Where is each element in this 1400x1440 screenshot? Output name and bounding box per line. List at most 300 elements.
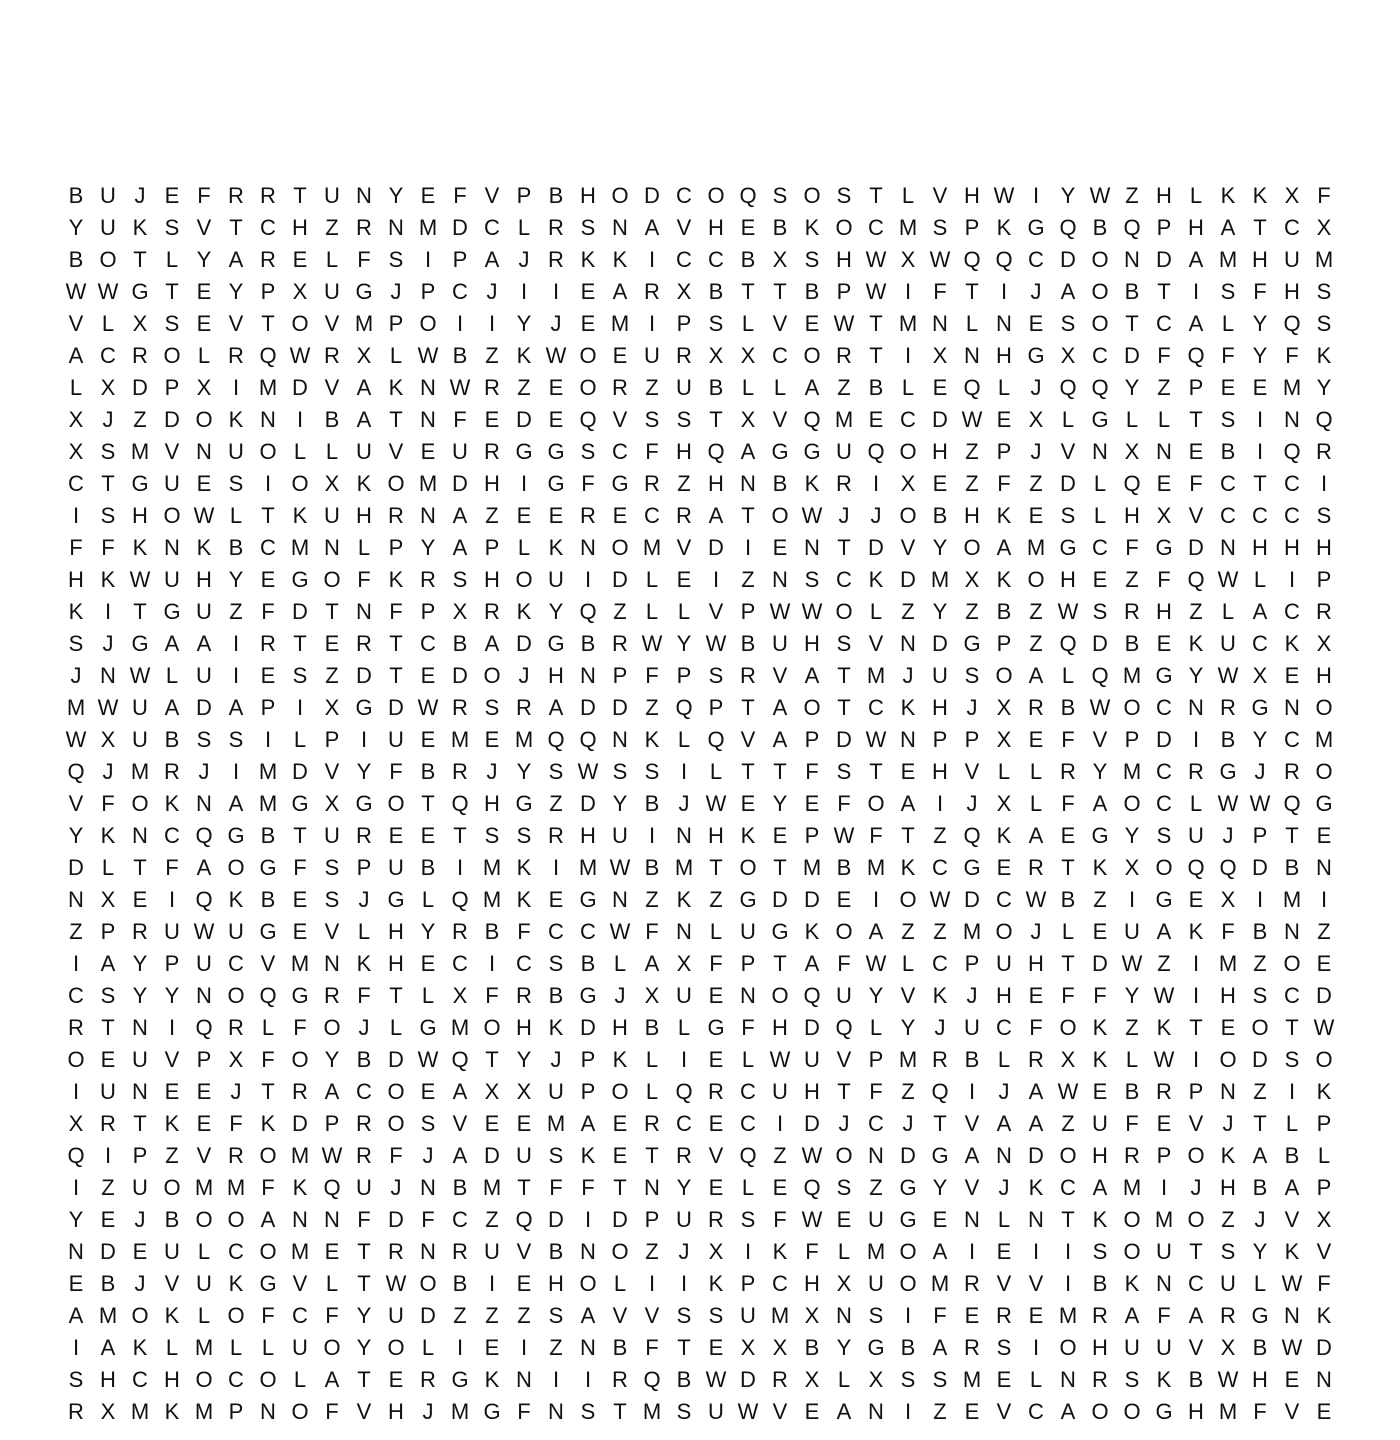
letter-cell[interactable]: E: [324, 631, 340, 656]
letter-cell[interactable]: Q: [963, 823, 981, 848]
letter-cell[interactable]: P: [100, 919, 116, 944]
letter-cell[interactable]: V: [676, 215, 692, 240]
letter-cell[interactable]: A: [324, 1367, 340, 1392]
letter-cell[interactable]: B: [644, 791, 660, 816]
letter-cell[interactable]: I: [648, 311, 656, 336]
letter-cell[interactable]: F: [165, 855, 179, 880]
letter-cell[interactable]: W: [1217, 1367, 1239, 1392]
letter-cell[interactable]: J: [134, 1271, 146, 1296]
letter-cell[interactable]: N: [68, 887, 84, 912]
letter-cell[interactable]: M: [610, 311, 630, 336]
letter-cell[interactable]: O: [899, 439, 917, 464]
letter-cell[interactable]: U: [324, 823, 340, 848]
letter-cell[interactable]: U: [1220, 1271, 1236, 1296]
letter-cell[interactable]: F: [325, 1399, 339, 1424]
letter-cell[interactable]: Z: [485, 1207, 499, 1232]
letter-cell[interactable]: M: [194, 1335, 214, 1360]
letter-cell[interactable]: F: [517, 919, 531, 944]
letter-cell[interactable]: O: [227, 983, 245, 1008]
letter-cell[interactable]: C: [1220, 471, 1236, 496]
letter-cell[interactable]: S: [1060, 311, 1076, 336]
letter-cell[interactable]: M: [194, 1175, 214, 1200]
letter-cell[interactable]: Z: [677, 471, 691, 496]
letter-cell[interactable]: X: [996, 727, 1012, 752]
letter-cell[interactable]: J: [998, 1079, 1010, 1104]
letter-cell[interactable]: T: [133, 247, 147, 272]
letter-cell[interactable]: N: [612, 887, 628, 912]
letter-cell[interactable]: F: [709, 951, 723, 976]
letter-cell[interactable]: A: [484, 631, 500, 656]
letter-cell[interactable]: C: [548, 919, 564, 944]
letter-cell[interactable]: R: [644, 279, 660, 304]
letter-cell[interactable]: O: [1091, 279, 1109, 304]
letter-cell[interactable]: A: [164, 631, 180, 656]
letter-cell[interactable]: U: [324, 503, 340, 528]
letter-cell[interactable]: U: [164, 1239, 180, 1264]
letter-cell[interactable]: R: [388, 1239, 404, 1264]
letter-cell[interactable]: E: [1316, 1399, 1332, 1424]
letter-cell[interactable]: I: [1032, 1239, 1040, 1264]
letter-cell[interactable]: I: [744, 535, 752, 560]
letter-cell[interactable]: M: [450, 1015, 470, 1040]
letter-cell[interactable]: I: [1288, 1079, 1296, 1104]
letter-cell[interactable]: Q: [643, 1367, 661, 1392]
letter-cell[interactable]: B: [1284, 1143, 1300, 1168]
letter-cell[interactable]: N: [196, 791, 212, 816]
letter-cell[interactable]: Y: [1060, 183, 1076, 208]
letter-cell[interactable]: B: [356, 1047, 372, 1072]
letter-cell[interactable]: I: [1320, 887, 1328, 912]
letter-cell[interactable]: I: [1192, 951, 1200, 976]
letter-cell[interactable]: O: [1155, 855, 1173, 880]
letter-cell[interactable]: M: [866, 1239, 886, 1264]
letter-cell[interactable]: T: [517, 1175, 531, 1200]
letter-cell[interactable]: M: [642, 535, 662, 560]
letter-cell[interactable]: E: [612, 1143, 628, 1168]
letter-cell[interactable]: A: [196, 631, 212, 656]
letter-cell[interactable]: M: [1314, 247, 1334, 272]
letter-cell[interactable]: N: [324, 535, 340, 560]
letter-cell[interactable]: H: [804, 631, 820, 656]
letter-cell[interactable]: A: [580, 1303, 596, 1328]
letter-cell[interactable]: A: [228, 791, 244, 816]
letter-cell[interactable]: E: [484, 1335, 500, 1360]
letter-cell[interactable]: I: [72, 503, 80, 528]
letter-cell[interactable]: R: [772, 1367, 788, 1392]
letter-cell[interactable]: W: [129, 663, 151, 688]
letter-cell[interactable]: T: [1157, 279, 1171, 304]
letter-cell[interactable]: N: [1060, 1367, 1076, 1392]
letter-cell[interactable]: L: [901, 183, 915, 208]
letter-cell[interactable]: N: [420, 407, 436, 432]
letter-cell[interactable]: Q: [803, 983, 821, 1008]
letter-cell[interactable]: A: [1156, 919, 1172, 944]
letter-cell[interactable]: B: [772, 471, 788, 496]
letter-cell[interactable]: T: [133, 599, 147, 624]
letter-cell[interactable]: O: [707, 183, 725, 208]
letter-cell[interactable]: P: [676, 311, 692, 336]
letter-cell[interactable]: O: [387, 1335, 405, 1360]
letter-cell[interactable]: S: [1220, 407, 1236, 432]
letter-cell[interactable]: L: [1189, 791, 1203, 816]
letter-cell[interactable]: E: [484, 727, 500, 752]
letter-cell[interactable]: B: [836, 855, 852, 880]
letter-cell[interactable]: S: [804, 567, 820, 592]
letter-cell[interactable]: L: [1253, 1271, 1267, 1296]
letter-cell[interactable]: B: [548, 183, 564, 208]
letter-cell[interactable]: R: [932, 1047, 948, 1072]
letter-cell[interactable]: O: [195, 407, 213, 432]
letter-cell[interactable]: U: [772, 1079, 788, 1104]
letter-cell[interactable]: I: [552, 1367, 560, 1392]
letter-cell[interactable]: U: [932, 663, 948, 688]
letter-cell[interactable]: O: [227, 1207, 245, 1232]
letter-cell[interactable]: O: [899, 503, 917, 528]
letter-cell[interactable]: B: [68, 247, 84, 272]
letter-cell[interactable]: A: [804, 663, 820, 688]
letter-cell[interactable]: O: [483, 1015, 501, 1040]
letter-cell[interactable]: Z: [1189, 599, 1203, 624]
letter-cell[interactable]: T: [901, 823, 915, 848]
letter-cell[interactable]: D: [612, 567, 628, 592]
letter-cell[interactable]: N: [132, 823, 148, 848]
letter-cell[interactable]: D: [132, 375, 148, 400]
letter-cell[interactable]: I: [360, 727, 368, 752]
letter-cell[interactable]: M: [962, 919, 982, 944]
letter-cell[interactable]: W: [865, 951, 887, 976]
letter-cell[interactable]: Y: [836, 1335, 852, 1360]
letter-cell[interactable]: J: [70, 663, 82, 688]
letter-cell[interactable]: U: [868, 1271, 884, 1296]
letter-cell[interactable]: G: [355, 695, 373, 720]
letter-cell[interactable]: V: [1284, 1207, 1300, 1232]
letter-cell[interactable]: I: [1320, 471, 1328, 496]
letter-cell[interactable]: O: [163, 1175, 181, 1200]
letter-cell[interactable]: Y: [68, 215, 84, 240]
letter-cell[interactable]: F: [421, 1207, 435, 1232]
letter-cell[interactable]: W: [801, 1207, 823, 1232]
letter-cell[interactable]: T: [1253, 471, 1267, 496]
letter-cell[interactable]: F: [645, 663, 659, 688]
letter-cell[interactable]: A: [452, 1143, 468, 1168]
letter-cell[interactable]: U: [100, 183, 116, 208]
letter-cell[interactable]: T: [773, 759, 787, 784]
letter-cell[interactable]: E: [1028, 983, 1044, 1008]
letter-cell[interactable]: N: [356, 599, 372, 624]
letter-cell[interactable]: P: [356, 855, 372, 880]
letter-cell[interactable]: R: [260, 247, 276, 272]
letter-cell[interactable]: O: [963, 535, 981, 560]
letter-cell[interactable]: T: [389, 631, 403, 656]
letter-cell[interactable]: J: [902, 1111, 914, 1136]
letter-cell[interactable]: T: [965, 279, 979, 304]
letter-cell[interactable]: T: [261, 311, 275, 336]
letter-cell[interactable]: N: [292, 1207, 308, 1232]
letter-cell[interactable]: L: [357, 535, 371, 560]
letter-cell[interactable]: N: [1028, 1207, 1044, 1232]
letter-cell[interactable]: E: [708, 1175, 724, 1200]
letter-cell[interactable]: A: [452, 1079, 468, 1104]
letter-cell[interactable]: Z: [165, 1143, 179, 1168]
letter-cell[interactable]: O: [195, 1367, 213, 1392]
letter-cell[interactable]: H: [548, 663, 564, 688]
letter-cell[interactable]: O: [611, 183, 629, 208]
letter-cell[interactable]: W: [1217, 663, 1239, 688]
letter-cell[interactable]: I: [488, 311, 496, 336]
letter-cell[interactable]: J: [422, 1399, 434, 1424]
letter-cell[interactable]: D: [644, 183, 660, 208]
letter-cell[interactable]: W: [609, 855, 631, 880]
letter-cell[interactable]: U: [388, 855, 404, 880]
letter-cell[interactable]: Y: [356, 1335, 372, 1360]
letter-cell[interactable]: R: [708, 1079, 724, 1104]
letter-cell[interactable]: O: [1187, 1207, 1205, 1232]
letter-cell[interactable]: K: [740, 823, 756, 848]
letter-cell[interactable]: Y: [132, 983, 148, 1008]
letter-cell[interactable]: O: [1123, 1239, 1141, 1264]
letter-cell[interactable]: D: [612, 695, 628, 720]
letter-cell[interactable]: N: [996, 1143, 1012, 1168]
letter-cell[interactable]: M: [1122, 759, 1142, 784]
letter-cell[interactable]: E: [964, 1399, 980, 1424]
letter-cell[interactable]: Y: [1188, 663, 1204, 688]
letter-cell[interactable]: V: [708, 599, 724, 624]
letter-cell[interactable]: N: [68, 1239, 84, 1264]
letter-cell[interactable]: Z: [1157, 375, 1171, 400]
letter-cell[interactable]: S: [612, 759, 628, 784]
letter-cell[interactable]: Z: [965, 471, 979, 496]
letter-cell[interactable]: E: [164, 183, 180, 208]
letter-cell[interactable]: X: [1124, 855, 1140, 880]
letter-cell[interactable]: M: [962, 1367, 982, 1392]
letter-cell[interactable]: E: [772, 535, 788, 560]
letter-cell[interactable]: V: [772, 663, 788, 688]
letter-cell[interactable]: W: [321, 1143, 343, 1168]
letter-cell[interactable]: G: [259, 855, 277, 880]
letter-cell[interactable]: P: [740, 599, 756, 624]
letter-cell[interactable]: E: [996, 855, 1012, 880]
letter-cell[interactable]: G: [131, 471, 149, 496]
letter-cell[interactable]: E: [1220, 1015, 1236, 1040]
letter-cell[interactable]: D: [292, 759, 308, 784]
letter-cell[interactable]: D: [580, 1015, 596, 1040]
letter-cell[interactable]: L: [165, 247, 179, 272]
letter-cell[interactable]: V: [196, 215, 212, 240]
letter-cell[interactable]: P: [964, 215, 980, 240]
letter-cell[interactable]: P: [996, 631, 1012, 656]
letter-cell[interactable]: R: [228, 1143, 244, 1168]
letter-cell[interactable]: I: [456, 855, 464, 880]
letter-cell[interactable]: H: [932, 759, 948, 784]
letter-cell[interactable]: O: [835, 599, 853, 624]
letter-cell[interactable]: E: [1156, 1111, 1172, 1136]
letter-cell[interactable]: P: [868, 1047, 884, 1072]
letter-cell[interactable]: Z: [1253, 1079, 1267, 1104]
letter-cell[interactable]: C: [1092, 535, 1108, 560]
letter-cell[interactable]: W: [801, 599, 823, 624]
letter-cell[interactable]: E: [132, 887, 148, 912]
letter-cell[interactable]: O: [323, 1015, 341, 1040]
letter-cell[interactable]: B: [612, 1335, 628, 1360]
letter-cell[interactable]: B: [1124, 279, 1140, 304]
letter-cell[interactable]: H: [388, 919, 404, 944]
letter-cell[interactable]: K: [804, 919, 820, 944]
letter-cell[interactable]: O: [163, 343, 181, 368]
letter-cell[interactable]: X: [484, 1079, 500, 1104]
letter-cell[interactable]: Y: [1252, 343, 1268, 368]
letter-cell[interactable]: A: [708, 503, 724, 528]
letter-cell[interactable]: S: [836, 631, 852, 656]
letter-cell[interactable]: D: [516, 407, 532, 432]
letter-cell[interactable]: S: [100, 503, 116, 528]
letter-cell[interactable]: U: [740, 919, 756, 944]
letter-cell[interactable]: J: [102, 759, 114, 784]
letter-cell[interactable]: Z: [1029, 631, 1043, 656]
letter-cell[interactable]: P: [740, 951, 756, 976]
letter-cell[interactable]: E: [260, 663, 276, 688]
letter-cell[interactable]: T: [741, 279, 755, 304]
letter-cell[interactable]: U: [612, 823, 628, 848]
letter-cell[interactable]: K: [484, 1367, 500, 1392]
letter-cell[interactable]: T: [1253, 1111, 1267, 1136]
letter-cell[interactable]: P: [516, 183, 532, 208]
letter-cell[interactable]: Z: [1317, 919, 1331, 944]
letter-cell[interactable]: X: [324, 695, 340, 720]
letter-cell[interactable]: C: [1156, 759, 1172, 784]
letter-cell[interactable]: S: [548, 759, 564, 784]
letter-cell[interactable]: E: [388, 823, 404, 848]
letter-cell[interactable]: P: [1156, 1143, 1172, 1168]
letter-cell[interactable]: C: [1028, 1399, 1044, 1424]
letter-cell[interactable]: I: [552, 855, 560, 880]
letter-cell[interactable]: H: [612, 1015, 628, 1040]
letter-cell[interactable]: G: [515, 791, 533, 816]
letter-cell[interactable]: F: [1189, 471, 1203, 496]
letter-cell[interactable]: F: [805, 759, 819, 784]
letter-cell[interactable]: A: [644, 215, 660, 240]
letter-cell[interactable]: X: [100, 727, 116, 752]
letter-cell[interactable]: B: [996, 599, 1012, 624]
letter-cell[interactable]: F: [1061, 727, 1075, 752]
letter-cell[interactable]: P: [996, 439, 1012, 464]
letter-cell[interactable]: O: [323, 567, 341, 592]
letter-cell[interactable]: X: [804, 1367, 820, 1392]
letter-cell[interactable]: R: [260, 183, 276, 208]
letter-cell[interactable]: U: [196, 663, 212, 688]
letter-cell[interactable]: I: [232, 759, 240, 784]
letter-cell[interactable]: S: [324, 887, 340, 912]
letter-cell[interactable]: U: [100, 1079, 116, 1104]
letter-cell[interactable]: K: [1284, 1239, 1300, 1264]
letter-cell[interactable]: B: [452, 343, 468, 368]
letter-cell[interactable]: D: [932, 631, 948, 656]
letter-cell[interactable]: J: [1030, 279, 1042, 304]
letter-cell[interactable]: C: [452, 279, 468, 304]
letter-cell[interactable]: V: [196, 1143, 212, 1168]
letter-cell[interactable]: L: [165, 663, 179, 688]
letter-cell[interactable]: P: [708, 695, 724, 720]
letter-cell[interactable]: P: [484, 535, 500, 560]
letter-cell[interactable]: Y: [228, 279, 244, 304]
letter-cell[interactable]: Q: [579, 407, 597, 432]
letter-cell[interactable]: W: [769, 599, 791, 624]
letter-cell[interactable]: L: [197, 343, 211, 368]
letter-cell[interactable]: U: [100, 215, 116, 240]
letter-cell[interactable]: V: [260, 951, 276, 976]
letter-cell[interactable]: R: [356, 215, 372, 240]
letter-cell[interactable]: M: [354, 311, 374, 336]
letter-cell[interactable]: M: [898, 1047, 918, 1072]
letter-cell[interactable]: M: [258, 791, 278, 816]
letter-cell[interactable]: E: [1060, 823, 1076, 848]
letter-cell[interactable]: Y: [68, 823, 84, 848]
letter-cell[interactable]: I: [520, 279, 528, 304]
letter-cell[interactable]: A: [580, 1111, 596, 1136]
letter-cell[interactable]: I: [968, 1239, 976, 1264]
letter-cell[interactable]: I: [168, 887, 176, 912]
letter-cell[interactable]: N: [1124, 247, 1140, 272]
letter-cell[interactable]: W: [193, 919, 215, 944]
letter-cell[interactable]: G: [355, 279, 373, 304]
letter-cell[interactable]: P: [164, 375, 180, 400]
letter-cell[interactable]: I: [1032, 1335, 1040, 1360]
letter-cell[interactable]: M: [194, 1399, 214, 1424]
letter-cell[interactable]: I: [520, 471, 528, 496]
letter-cell[interactable]: L: [741, 1175, 755, 1200]
letter-cell[interactable]: W: [801, 1143, 823, 1168]
letter-cell[interactable]: N: [164, 535, 180, 560]
letter-cell[interactable]: I: [1064, 1239, 1072, 1264]
letter-cell[interactable]: K: [132, 1335, 148, 1360]
letter-cell[interactable]: Z: [933, 919, 947, 944]
letter-cell[interactable]: H: [1060, 567, 1076, 592]
letter-cell[interactable]: E: [996, 1239, 1012, 1264]
letter-cell[interactable]: I: [104, 1143, 112, 1168]
letter-cell[interactable]: E: [708, 1047, 724, 1072]
letter-cell[interactable]: Q: [259, 983, 277, 1008]
letter-cell[interactable]: C: [164, 823, 180, 848]
letter-cell[interactable]: N: [580, 1239, 596, 1264]
letter-cell[interactable]: B: [932, 503, 948, 528]
letter-cell[interactable]: K: [996, 823, 1012, 848]
letter-cell[interactable]: C: [1284, 471, 1300, 496]
letter-cell[interactable]: W: [1249, 791, 1271, 816]
letter-cell[interactable]: L: [613, 951, 627, 976]
letter-cell[interactable]: D: [388, 695, 404, 720]
letter-cell[interactable]: L: [421, 1335, 435, 1360]
letter-cell[interactable]: B: [484, 919, 500, 944]
letter-cell[interactable]: C: [484, 215, 500, 240]
letter-cell[interactable]: E: [580, 311, 596, 336]
letter-cell[interactable]: H: [1188, 215, 1204, 240]
letter-cell[interactable]: H: [1156, 599, 1172, 624]
letter-cell[interactable]: S: [1220, 279, 1236, 304]
letter-cell[interactable]: Q: [867, 439, 885, 464]
letter-cell[interactable]: N: [1284, 695, 1300, 720]
letter-cell[interactable]: H: [1252, 1367, 1268, 1392]
letter-cell[interactable]: E: [484, 1111, 500, 1136]
letter-cell[interactable]: L: [741, 375, 755, 400]
letter-cell[interactable]: L: [645, 1047, 659, 1072]
letter-cell[interactable]: M: [418, 215, 438, 240]
letter-cell[interactable]: O: [835, 919, 853, 944]
letter-cell[interactable]: G: [547, 631, 565, 656]
letter-cell[interactable]: B: [164, 727, 180, 752]
letter-cell[interactable]: D: [1060, 247, 1076, 272]
letter-cell[interactable]: V: [324, 759, 340, 784]
letter-cell[interactable]: V: [676, 535, 692, 560]
letter-cell[interactable]: U: [228, 919, 244, 944]
